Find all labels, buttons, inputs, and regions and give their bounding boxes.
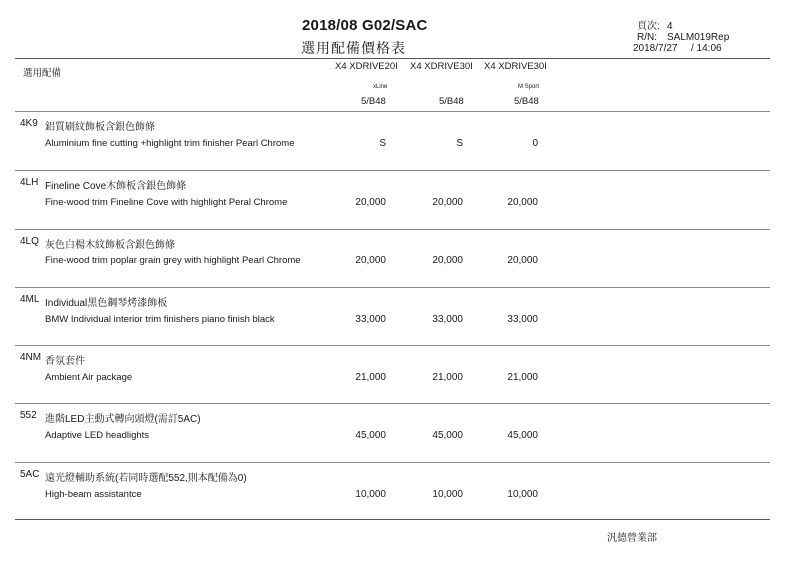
row-code-4nm: 4NM (20, 352, 42, 363)
price-cell: 10,000 (507, 489, 538, 500)
row-code-4lq: 4LQ (20, 236, 39, 247)
row-divider (15, 403, 770, 404)
price-cell: 45,000 (507, 430, 538, 441)
price-cell: 33,000 (432, 314, 463, 325)
row-divider (15, 287, 770, 288)
footer-rule (15, 519, 770, 520)
row-name-en: Fine-wood trim Fineline Cove with highlight Peral Chrome (45, 197, 288, 208)
column-model-3: X4 XDRIVE30I (484, 61, 547, 72)
row-divider (15, 462, 770, 463)
row-name-en: BMW Individual interior trim finishers piano finish black (45, 314, 275, 325)
row-name-en: Adaptive LED headlights (45, 430, 150, 441)
row-code-4lh: 4LH (20, 177, 39, 188)
header-rule (15, 58, 770, 59)
price-cell: 20,000 (355, 197, 386, 208)
row-name-cn: 遠光燈輔助系統(若同時選配552,則本配備為0) (45, 473, 247, 484)
row-divider (15, 170, 770, 171)
price-cell: 21,000 (507, 372, 538, 383)
price-cell: 0 (532, 138, 538, 149)
row-code-552: 552 (20, 410, 37, 421)
document-title: 2018/08 G02/SAC (302, 17, 428, 34)
price-cell: 45,000 (355, 430, 386, 441)
rn-label: R/N: (637, 32, 657, 43)
row-code-4ml: 4ML (20, 294, 40, 305)
row-name-en: Ambient Air package (45, 372, 133, 383)
price-cell: 10,000 (355, 489, 386, 500)
price-cell: 20,000 (432, 197, 463, 208)
price-cell: 33,000 (507, 314, 538, 325)
price-cell: 20,000 (355, 255, 386, 266)
department-label: 汎德營業部 (607, 533, 657, 544)
row-name-cn: Fineline Cove木飾板含銀色飾條 (45, 181, 187, 192)
page-number: 4 (667, 21, 673, 32)
row-name-cn: Individual黑色鋼琴烤漆飾板 (45, 298, 168, 309)
row-divider (15, 345, 770, 346)
page-label: 頁次: (637, 21, 660, 32)
column-header-rule (15, 111, 770, 112)
column-fr-1: 5/B48 (361, 96, 386, 107)
row-name-en: Fine-wood trim poplar grain grey with highlight Pearl Chrome (45, 255, 301, 266)
document-subtitle: 選用配備價格表 (301, 40, 406, 56)
row-name-cn: 香氛套件 (45, 356, 85, 367)
section-label: 選用配備 (23, 68, 62, 79)
price-cell: 33,000 (355, 314, 386, 325)
column-fr-3: 5/B48 (514, 96, 539, 107)
column-model-2: X4 XDRIVE30I (410, 61, 473, 72)
row-divider (15, 229, 770, 230)
column-model-1: X4 XDRIVE20I (335, 61, 398, 72)
column-line-3: M Sport (518, 84, 540, 90)
price-cell: 21,000 (355, 372, 386, 383)
column-line-1: xLine (373, 84, 388, 90)
price-cell: 21,000 (432, 372, 463, 383)
report-date: 2018/7/27 (633, 43, 678, 54)
report-time: / 14:06 (691, 43, 722, 54)
row-code-4k9: 4K9 (20, 118, 38, 129)
price-cell: S (379, 138, 386, 149)
price-cell: 20,000 (507, 197, 538, 208)
price-cell: 10,000 (432, 489, 463, 500)
row-code-5ac: 5AC (20, 469, 40, 480)
rn-value: SALM019Rep (667, 32, 730, 43)
row-name-cn: 鋁質刷紋飾板含銀色飾條 (45, 122, 155, 133)
price-cell: 20,000 (507, 255, 538, 266)
price-cell: S (456, 138, 463, 149)
row-name-cn: 灰色白楊木紋飾板含銀色飾條 (45, 240, 175, 251)
price-cell: 20,000 (432, 255, 463, 266)
column-fr-2: 5/B48 (439, 96, 464, 107)
row-name-cn: 進階LED主動式轉向頭燈(需訂5AC) (45, 414, 201, 425)
row-name-en: Aluminium fine cutting +highlight trim finisher Pearl Chrome (45, 138, 295, 149)
row-name-en: High-beam assistantce (45, 489, 142, 500)
price-cell: 45,000 (432, 430, 463, 441)
